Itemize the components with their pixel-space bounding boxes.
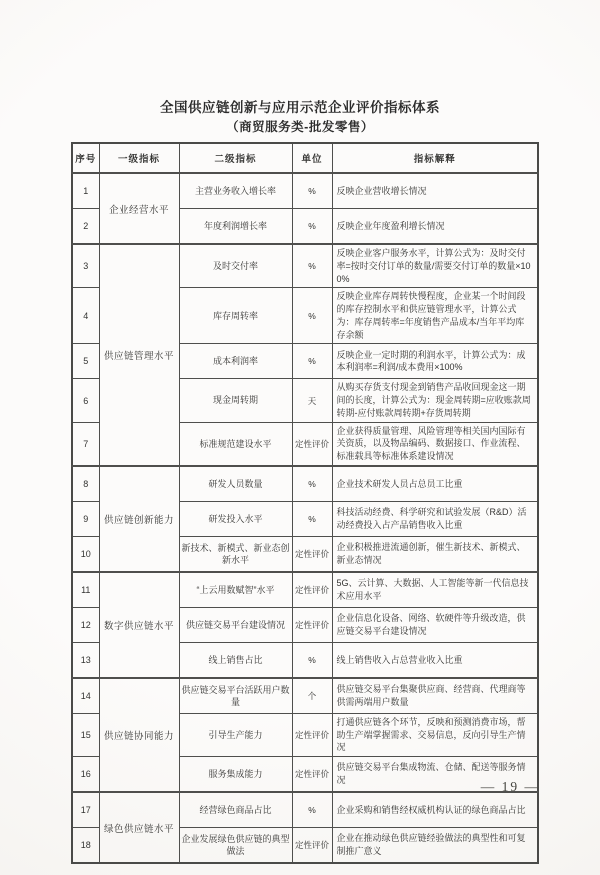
explanation-cell: 从购买存货支付现金到销售产品收回现金这一期间的长度，计算公式为：现金周转期=应收账款周转期-应付账款周转期+存货周转期: [332, 379, 538, 422]
unit-cell: 定性评价: [292, 713, 332, 756]
row-serial-number: 9: [72, 501, 99, 536]
row-serial-number: 14: [72, 678, 99, 714]
level1-indicator-cell: 供应链管理水平: [99, 244, 179, 466]
row-serial-number: 2: [72, 209, 99, 245]
table-header: [72, 143, 538, 173]
unit-cell: 个: [292, 678, 332, 714]
indicator-table: [71, 142, 539, 864]
explanation-cell: 企业采购和销售经权威机构认证的绿色商品占比: [332, 792, 538, 828]
explanation-cell: 科技活动经费、科学研究和试验发展（R&D）活动经费投入占产品销售收入比重: [332, 501, 538, 536]
unit-cell: %: [292, 792, 332, 828]
document-subtitle: （商贸服务类-批发零售）: [226, 120, 374, 134]
explanation-cell: 打通供应链各个环节，反映和预测消费市场，帮助生产端掌握需求、交易信息，反向引导生产情况: [332, 713, 538, 756]
unit-cell: 天: [292, 379, 332, 422]
unit-cell: 定性评价: [292, 757, 332, 793]
table-row: [72, 466, 538, 502]
level2-indicator-cell: 供应链交易平台活跃用户数量: [179, 678, 292, 714]
unit-cell: 定性评价: [292, 572, 332, 608]
level2-indicator-cell: 现金周转期: [179, 379, 292, 422]
level1-indicator-cell: 供应链创新能力: [99, 466, 179, 572]
level2-indicator-cell: 年度利润增长率: [179, 209, 292, 245]
explanation-cell: 企业积极推进流通创新，催生新技术、新模式、新业态情况: [332, 536, 538, 572]
row-serial-number: 12: [72, 607, 99, 642]
level2-indicator-cell: 标准规范建设水平: [179, 422, 292, 466]
explanation-cell: 反映企业一定时期的利润水平，计算公式为：成本利润率=利润/成本费用×100%: [332, 344, 538, 379]
header-unit: 单位: [292, 143, 332, 173]
row-serial-number: 18: [72, 828, 99, 864]
level1-indicator-cell: 企业经营水平: [99, 173, 179, 244]
level2-indicator-cell: 成本利润率: [179, 344, 292, 379]
level1-indicator-cell: 绿色供应链水平: [99, 792, 179, 863]
level2-indicator-cell: 引导生产能力: [179, 713, 292, 756]
row-serial-number: 1: [72, 173, 99, 209]
unit-cell: 定性评价: [292, 536, 332, 572]
table-body: [72, 173, 538, 863]
row-serial-number: 11: [72, 572, 99, 608]
explanation-cell: 反映企业客户服务水平，计算公式为：及时交付率=按时交付订单的数量/需要交付订单的数量×100%: [332, 244, 538, 288]
header-row: [72, 143, 538, 173]
unit-cell: 定性评价: [292, 607, 332, 642]
explanation-cell: 供应链交易平台集聚供应商、经营商、代理商等供需两端用户数量: [332, 678, 538, 714]
row-serial-number: 6: [72, 379, 99, 422]
level2-indicator-cell: 主营业务收入增长率: [179, 173, 292, 209]
row-serial-number: 16: [72, 757, 99, 793]
row-serial-number: 4: [72, 288, 99, 344]
level2-indicator-cell: 研发人员数量: [179, 466, 292, 502]
header-serial-number: 序号: [72, 143, 99, 173]
header-explanation: 指标解释: [332, 143, 538, 173]
level2-indicator-cell: “上云用数赋智”水平: [179, 572, 292, 608]
explanation-cell: 供应链交易平台集成物流、仓储、配送等服务情况: [332, 757, 538, 793]
level2-indicator-cell: 及时交付率: [179, 244, 292, 288]
row-serial-number: 3: [72, 244, 99, 288]
level2-indicator-cell: 线上销售占比: [179, 642, 292, 678]
level2-indicator-cell: 服务集成能力: [179, 757, 292, 793]
row-serial-number: 10: [72, 536, 99, 572]
unit-cell: 定性评价: [292, 828, 332, 864]
level1-indicator-cell: 数字供应链水平: [99, 572, 179, 678]
unit-cell: %: [292, 288, 332, 344]
explanation-cell: 企业信息化设备、网络、软硬件等升级改造，供应链交易平台建设情况: [332, 607, 538, 642]
explanation-cell: 反映企业库存周转快慢程度，企业某一个时间段的库存控制水平和供应链管理水平，计算公式为：库存周转率=年度销售产品成本/当年平均库存余额: [332, 288, 538, 344]
unit-cell: %: [292, 501, 332, 536]
row-serial-number: 15: [72, 713, 99, 756]
table-row: [72, 572, 538, 608]
explanation-cell: 线上销售收入占总营业收入比重: [332, 642, 538, 678]
header-level2-indicator: 二级指标: [179, 143, 292, 173]
explanation-cell: 反映企业年度盈利增长情况: [332, 209, 538, 245]
row-serial-number: 7: [72, 422, 99, 466]
row-serial-number: 17: [72, 792, 99, 828]
page-number: — 19 —: [480, 779, 540, 794]
row-serial-number: 5: [72, 344, 99, 379]
table-row: [72, 678, 538, 714]
unit-cell: %: [292, 244, 332, 288]
row-serial-number: 8: [72, 466, 99, 502]
level2-indicator-cell: 供应链交易平台建设情况: [179, 607, 292, 642]
level2-indicator-cell: 经营绿色商品占比: [179, 792, 292, 828]
level2-indicator-cell: 企业发展绿色供应链的典型做法: [179, 828, 292, 864]
unit-cell: %: [292, 344, 332, 379]
level2-indicator-cell: 库存周转率: [179, 288, 292, 344]
document-title: 全国供应链创新与应用示范企业评价指标体系: [160, 100, 440, 115]
unit-cell: %: [292, 209, 332, 245]
row-serial-number: 13: [72, 642, 99, 678]
level2-indicator-cell: 新技术、新模式、新业态创新水平: [179, 536, 292, 572]
level1-indicator-cell: 供应链协同能力: [99, 678, 179, 792]
unit-cell: %: [292, 466, 332, 502]
explanation-cell: 企业获得质量管理、风险管理等相关国内国际有关资质，以及物品编码、数据接口、作业流程、标准载具等标准体系建设情况: [332, 422, 538, 466]
explanation-cell: 企业技术研发人员占总员工比重: [332, 466, 538, 502]
unit-cell: %: [292, 173, 332, 209]
table-row: [72, 792, 538, 828]
unit-cell: 定性评价: [292, 422, 332, 466]
unit-cell: %: [292, 642, 332, 678]
explanation-cell: 企业在推动绿色供应链经验做法的典型性和可复制推广意义: [332, 828, 538, 864]
table-row: [72, 244, 538, 288]
table-row: [72, 173, 538, 209]
explanation-cell: 5G、云计算、大数据、人工智能等新一代信息技术应用水平: [332, 572, 538, 608]
explanation-cell: 反映企业营收增长情况: [332, 173, 538, 209]
header-level1-indicator: 一级指标: [99, 143, 179, 173]
level2-indicator-cell: 研发投入水平: [179, 501, 292, 536]
